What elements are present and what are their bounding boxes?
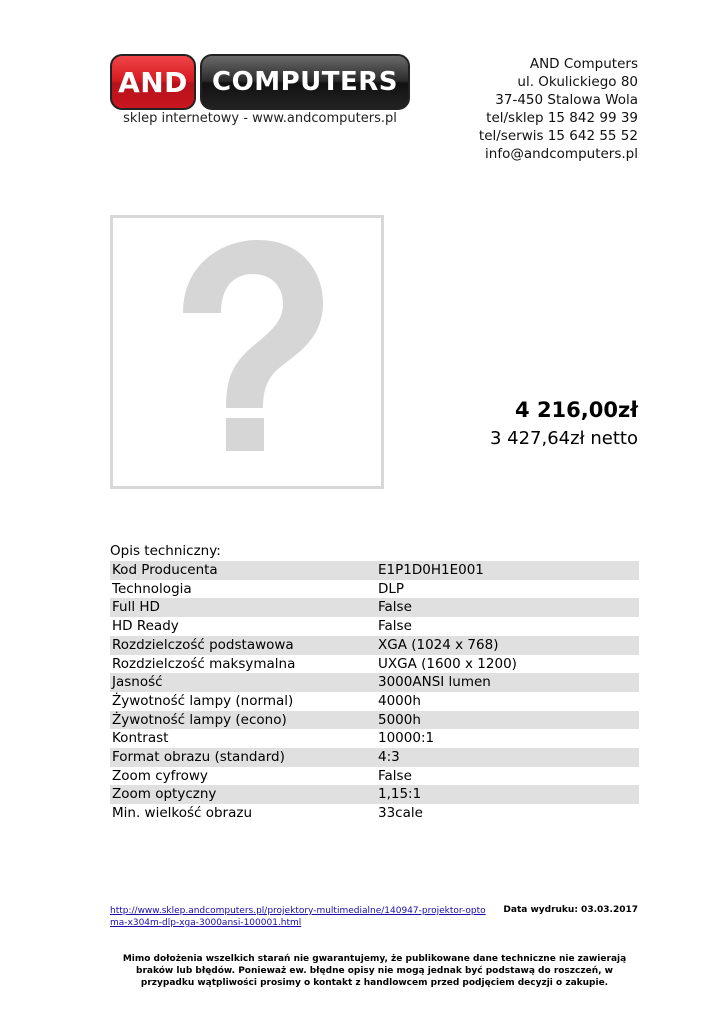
spec-row bbox=[110, 617, 639, 636]
print-date: Data wydruku: 03.03.2017 bbox=[503, 905, 638, 915]
spec-value: 10000:1 bbox=[378, 730, 435, 747]
spec-row bbox=[110, 767, 639, 786]
spec-row bbox=[110, 729, 639, 748]
spec-value: False bbox=[378, 599, 412, 616]
spec-label: Rozdzielczość maksymalna bbox=[112, 655, 296, 672]
spec-section-title: Opis techniczny: bbox=[110, 543, 221, 559]
spec-label: HD Ready bbox=[112, 618, 179, 635]
spec-label: Min. wielkość obrazu bbox=[112, 805, 253, 822]
store-logo bbox=[110, 54, 410, 110]
spec-row bbox=[110, 748, 639, 767]
spec-row bbox=[110, 804, 639, 823]
price-net: 3 427,64zł netto bbox=[489, 428, 638, 449]
question-mark-icon bbox=[113, 218, 381, 486]
spec-label: Technologia bbox=[112, 580, 192, 597]
spec-label: Kontrast bbox=[112, 730, 169, 747]
spec-value: XGA (1024 x 768) bbox=[378, 636, 499, 653]
spec-value: False bbox=[378, 767, 412, 784]
spec-value: 3000ANSI lumen bbox=[378, 674, 491, 691]
company-phone-shop: tel/sklep 15 842 99 39 bbox=[486, 110, 638, 126]
spec-label: Format obrazu (standard) bbox=[112, 749, 285, 766]
disclaimer-text: Mimo dołożenia wszelkich starań nie gwarantujemy, że publikowane dane techniczne nie zawierają braków lub błędów. Ponieważ ew. błędne opisy nie mogą jednak być podstawą do roszczeń, w przypadku wątpliwości prosimy o kontakt z handlowcem przed podjęciem decyzji o zakupie. bbox=[122, 954, 627, 988]
spec-label: Kod Producenta bbox=[112, 562, 218, 578]
company-info bbox=[479, 55, 638, 163]
spec-row bbox=[110, 785, 639, 804]
spec-value: 1,15:1 bbox=[378, 786, 422, 803]
spec-value: 4:3 bbox=[378, 749, 400, 766]
logo-computers-badge: COMPUTERS bbox=[200, 54, 410, 110]
company-name: AND Computers bbox=[529, 56, 638, 72]
store-tagline: sklep internetowy - www.andcomputers.pl bbox=[123, 111, 397, 126]
spec-row bbox=[110, 655, 639, 674]
spec-row bbox=[110, 711, 639, 730]
spec-label: Jasność bbox=[112, 674, 163, 691]
spec-row bbox=[110, 636, 639, 655]
spec-label: Żywotność lampy (normal) bbox=[112, 692, 294, 709]
product-image-placeholder bbox=[110, 215, 384, 489]
spec-label: Zoom optyczny bbox=[112, 786, 217, 803]
spec-label: Full HD bbox=[112, 599, 160, 616]
spec-value: E1P1D0H1E001 bbox=[378, 562, 484, 578]
spec-value: 5000h bbox=[378, 711, 421, 728]
logo-and-badge: AND bbox=[110, 54, 196, 110]
spec-row bbox=[110, 692, 639, 711]
company-city: 37-450 Stalowa Wola bbox=[495, 92, 638, 108]
spec-value: 4000h bbox=[378, 692, 421, 709]
spec-value: DLP bbox=[378, 580, 405, 597]
spec-value: False bbox=[378, 618, 412, 635]
spec-label: Rozdzielczość podstawowa bbox=[112, 636, 294, 653]
spec-row bbox=[110, 561, 639, 580]
spec-value: 33cale bbox=[378, 805, 423, 822]
spec-row bbox=[110, 673, 639, 692]
spec-row bbox=[110, 580, 639, 599]
spec-label: Żywotność lampy (econo) bbox=[112, 711, 287, 728]
spec-table bbox=[110, 561, 639, 823]
spec-row bbox=[110, 598, 639, 617]
company-phone-service: tel/serwis 15 642 55 52 bbox=[478, 128, 638, 144]
company-street: ul. Okulickiego 80 bbox=[517, 74, 638, 90]
spec-value: UXGA (1600 x 1200) bbox=[378, 655, 517, 672]
company-email: info@andcomputers.pl bbox=[485, 146, 638, 162]
price-gross: 4 216,00zł bbox=[515, 398, 638, 422]
spec-label: Zoom cyfrowy bbox=[112, 767, 208, 784]
product-url-link[interactable]: http://www.sklep.andcomputers.pl/projektory-multimedialne/140947-projektor-optoma-x304m-dlp-xga-3000ansi-100001.html bbox=[110, 906, 486, 928]
